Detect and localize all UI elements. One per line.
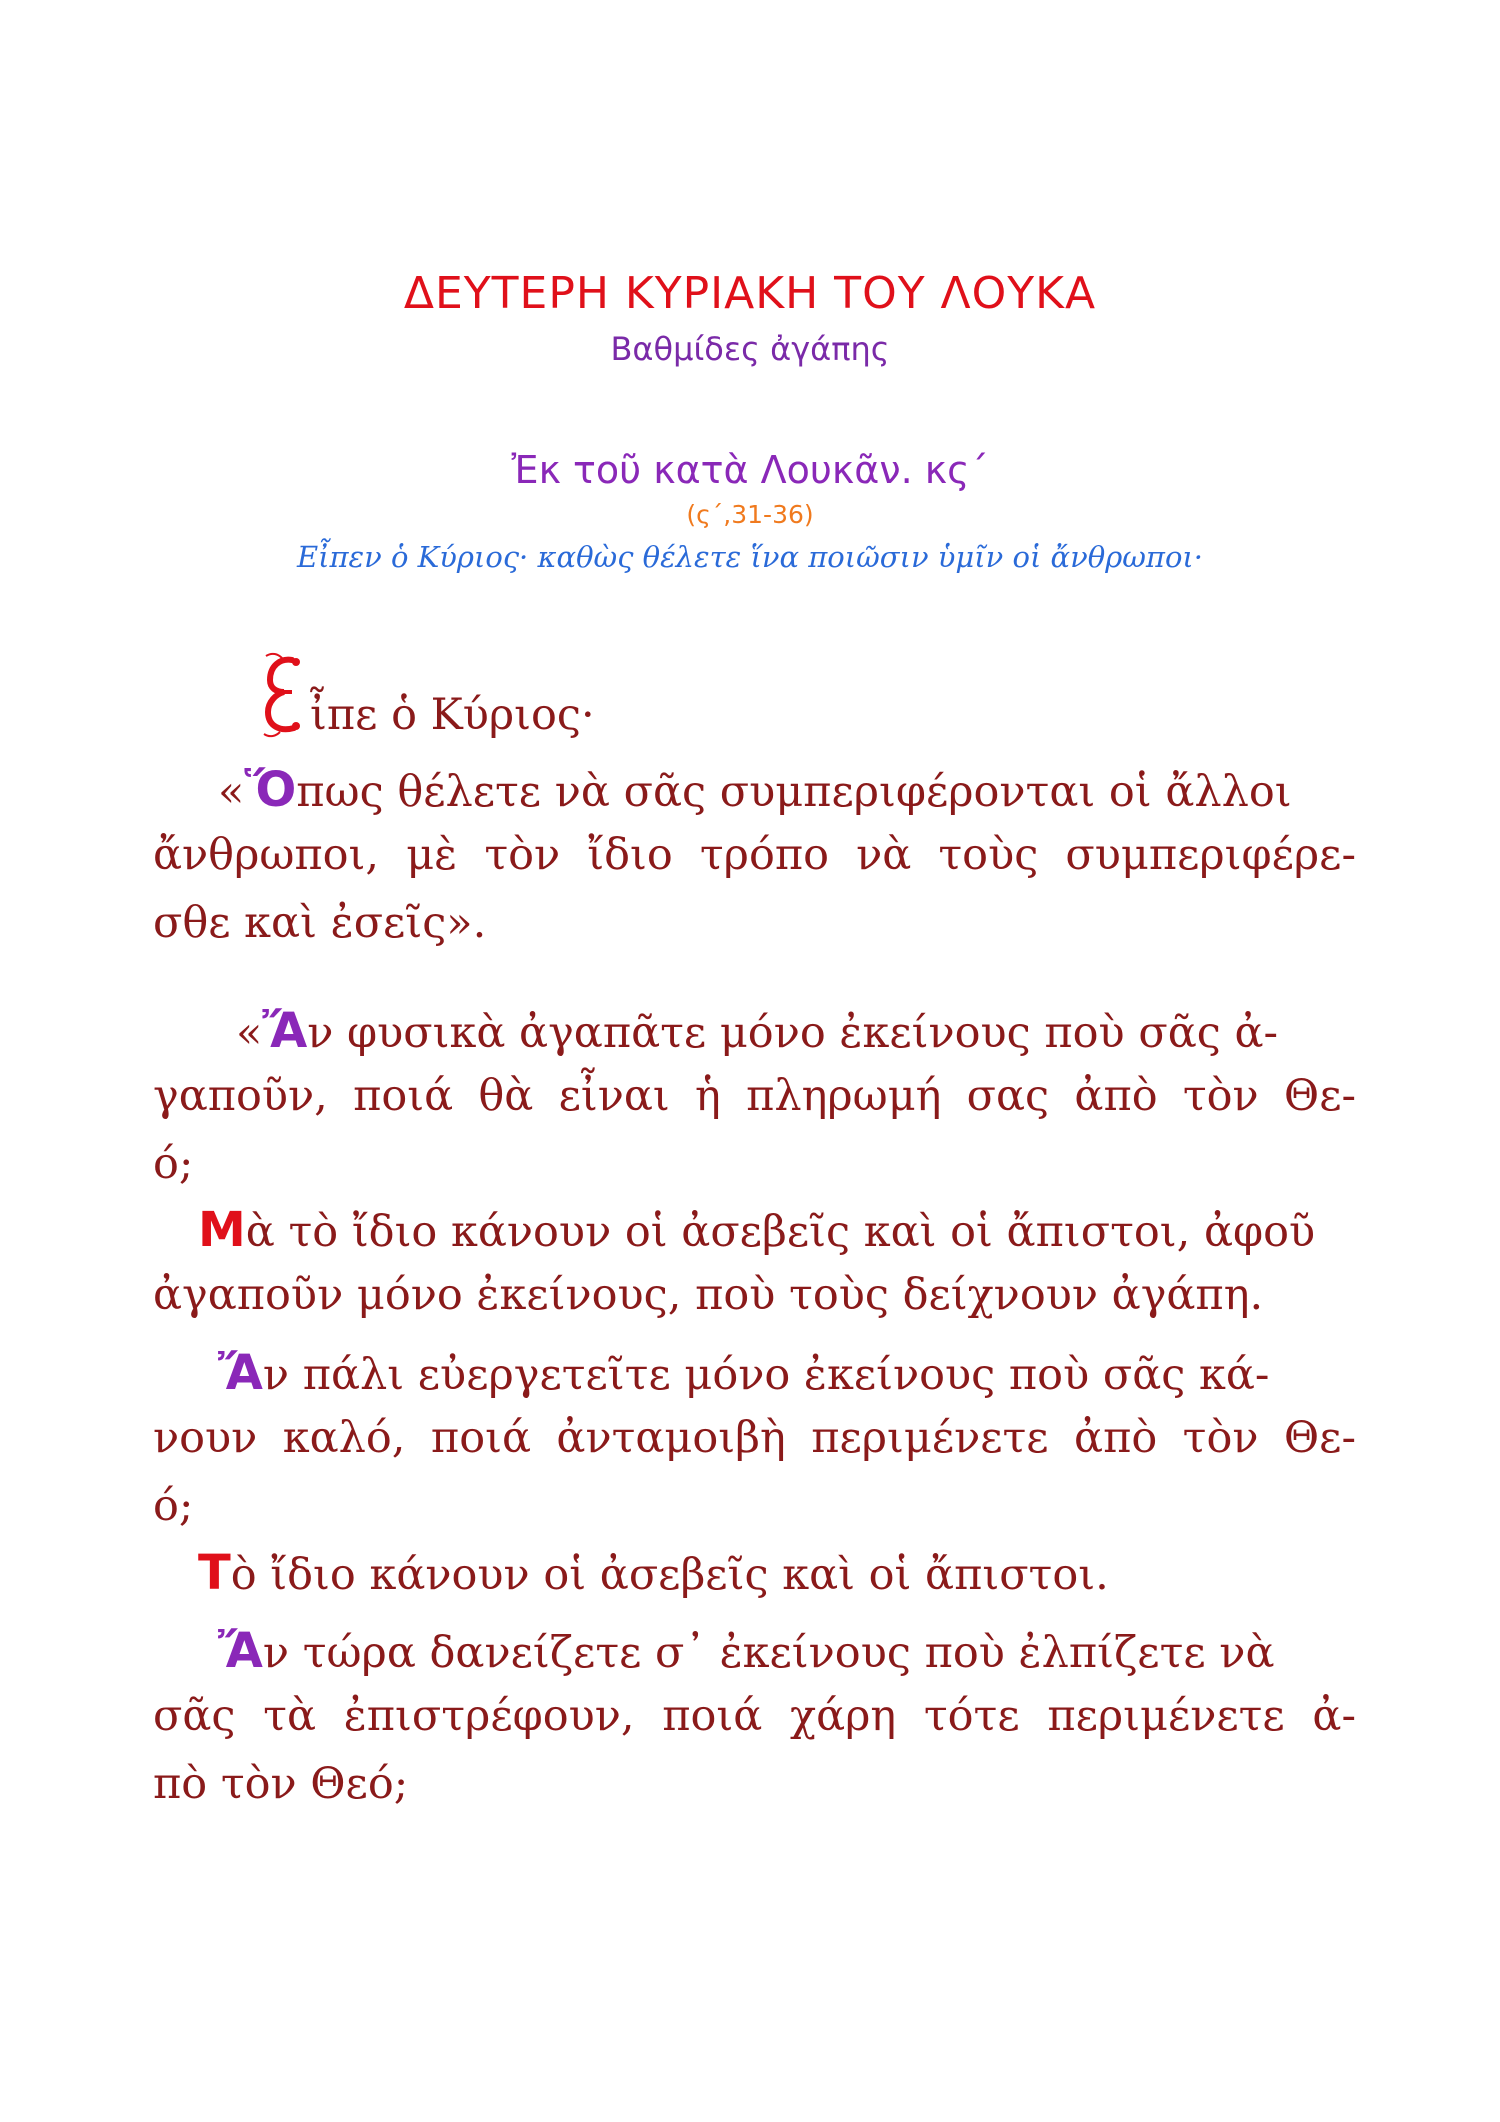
paragraph-7-line-1-text: ν τώρα δανείζετε σ᾽ ἐκείνους ποὺ ἐλπίζετε νὰ [262,1628,1275,1678]
paragraph-4-initial: Μ [198,1202,246,1258]
gospel-reading-reference: Ἐκ τοῦ κατὰ Λουκᾶν. κς΄ [511,448,989,492]
paragraph-3-line-3: ό; [153,1139,194,1189]
paragraph-6-line-1-text: ὸ ἴδιο κάνουν οἱ ἀσεβεῖς καὶ οἱ ἄπιστοι. [230,1550,1109,1600]
paragraph-2-line-1-text: πως θέλετε νὰ σᾶς συμπεριφέρονται οἱ ἄλλοι [296,767,1292,817]
ornate-initial-icon [262,652,306,738]
verse-range: (ς΄,31-36) [686,500,814,529]
paragraph-2-initial: Ὅ [244,762,297,818]
paragraph-6-line-1 [198,1545,1109,1601]
paragraph-5-initial: Ἄ [218,1345,263,1401]
paragraph-2-line-2: ἄνθρωποι, μὲ τὸν ἴδιο τρόπο νὰ τοὺς συμπεριφέρε- [153,830,1356,880]
paragraph-7-initial: Ἄ [218,1623,263,1679]
open-quote: « [218,767,245,817]
paragraph-5-line-1 [218,1345,1269,1401]
paragraph-4-line-1 [198,1202,1315,1258]
paragraph-4-line-1-text: ὰ τὸ ἴδιο κάνουν οἱ ἀσεβεῖς καὶ οἱ ἄπιστοι, ἀφοῦ [245,1207,1316,1257]
gospel-incipit: Εἶπεν ὁ Κύριος· καθὼς θέλετε ἵνα ποιῶσιν ὑμῖν οἱ ἄνθρωποι· [296,540,1204,574]
page-subtitle: Βαθμίδες ἀγάπης [610,330,890,368]
paragraph-5-line-3: ό; [153,1481,194,1531]
open-quote: « [236,1008,263,1058]
paragraph-7-line-2: σᾶς τὰ ἐπιστρέφουν, ποιά χάρη τότε περιμένετε ἀ- [153,1691,1356,1741]
paragraph-2-line-1 [218,762,1292,818]
paragraph-1-text: ἶπε ὁ Κύριος· [310,690,595,740]
paragraph-7-line-1 [218,1623,1274,1679]
paragraph-4-line-2: ἀγαποῦν μόνο ἐκείνους, ποὺ τοὺς δείχνουν ἀγάπη. [153,1270,1264,1320]
paragraph-1 [310,690,595,740]
paragraph-3-line-2: γαποῦν, ποιά θὰ εἶναι ἡ πληρωμή σας ἀπὸ τὸν Θε- [153,1071,1356,1121]
paragraph-5-line-2: νουν καλό, ποιά ἀνταμοιβὴ περιμένετε ἀπὸ τὸν Θε- [153,1413,1356,1463]
page-title: ΔΕΥΤΕΡΗ ΚΥΡΙΑΚΗ ΤΟΥ ΛΟΥΚΑ [403,268,1097,319]
paragraph-6-initial: Τ [198,1545,231,1601]
paragraph-5-line-1-text: ν πάλι εὐεργετεῖτε μόνο ἐκείνους ποὺ σᾶς κά- [262,1350,1270,1400]
paragraph-3-initial: Ἄ [262,1003,308,1059]
paragraph-7-line-3: πὸ τὸν Θεό; [153,1759,409,1809]
paragraph-3-line-1 [236,1003,1278,1059]
paragraph-3-line-1-text: ν φυσικὰ ἀγαπᾶτε μόνο ἐκείνους ποὺ σᾶς ἀ- [307,1008,1279,1058]
paragraph-2-line-3: σθε καὶ ἐσεῖς». [153,898,487,948]
